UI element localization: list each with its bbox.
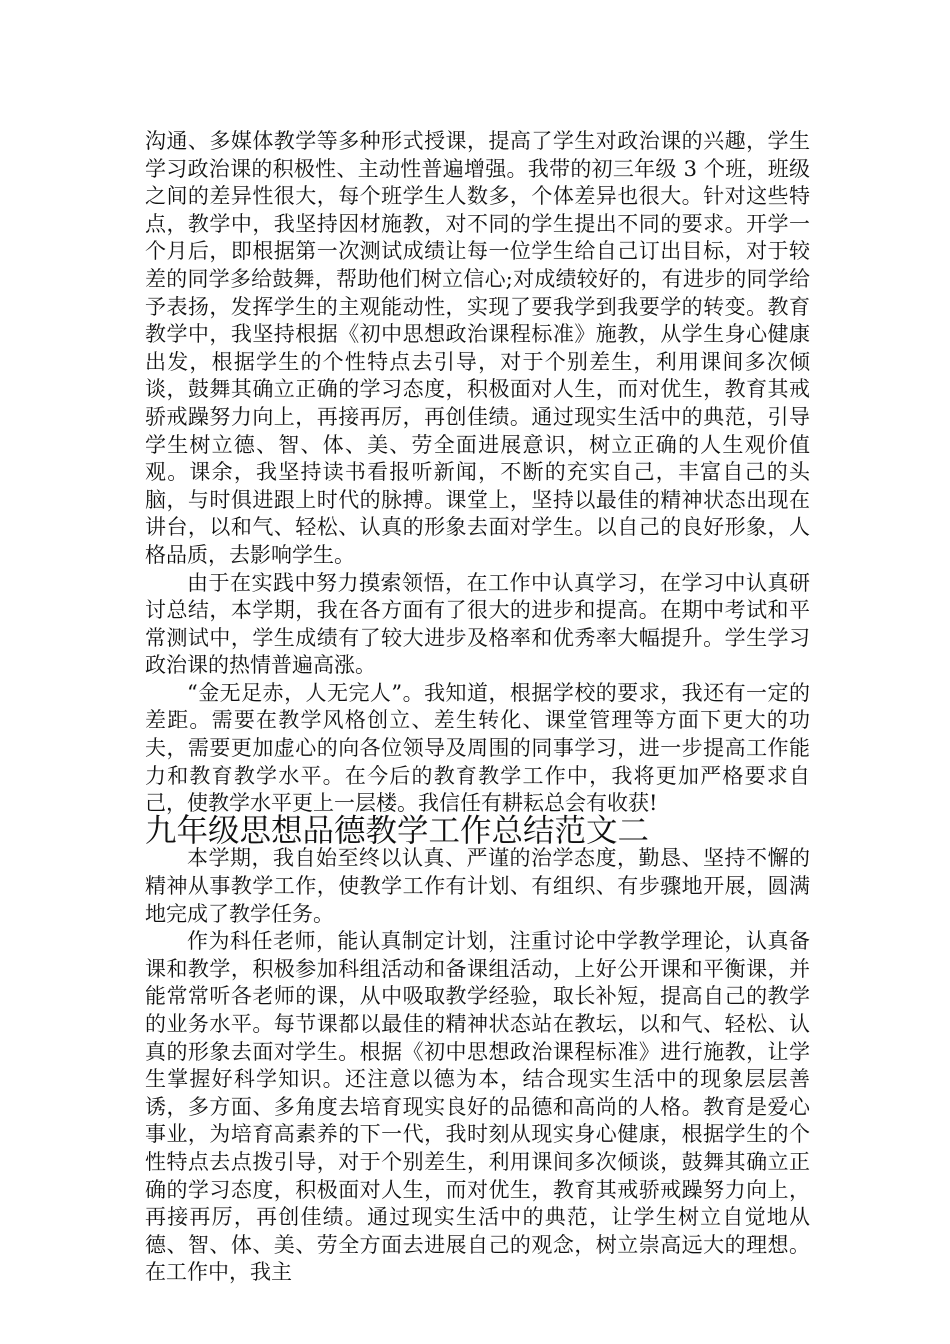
paragraph-shortcomings: “金无足赤，人无完人”。我知道，根据学校的要求，我还有一定的差距。需要在教学风格创立、差生转化、课堂管理等方面下更大的功夫，需要更加虚心的向各位领导及周围的同事学习，进一步提高工作能力和教育教学水平。在今后的教育教学工作中，我将更加严格要求自己，使教学水平更上一层楼。我信任有耕耘总会有收获! bbox=[145, 680, 810, 816]
paragraph-continued: 沟通、多媒体教学等多种形式授课，提高了学生对政治课的兴趣，学生学习政治课的积极性、主动性普遍增强。我带的初三年级 3 个班，班级之间的差异性很大，每个班学生人数多，个体差异也很大。针对这些特点，教学中，我坚持因材施教，对不同的学生提出不同的要求。开学一个月后，即根据第一次测试成绩让每一位学生给自己订出目标，对于较差的同学多给鼓舞，帮助他们树立信心;对成绩较好的，有进步的同学给予表扬，发挥学生的主观能动性，实现了要我学到我要学的转变。教育教学中，我坚持根据《初中思想政治课程标准》施教，从学生身心健康出发，根据学生的个性特点去引导，对于个别差生，利用课间多次倾谈，鼓舞其确立正确的学习态度，积极面对人生，而对优生，教育其戒骄戒躁努力向上，再接再厉，再创佳绩。通过现实生活中的典范，引导学生树立德、智、体、美、劳全面进展意识，树立正确的人生观价值观。课余，我坚持读书看报听新闻，不断的充实自己，丰富自己的头脑，与时俱进跟上时代的脉搏。课堂上，坚持以最佳的精神状态出现在讲台，以和气、轻松、认真的形象去面对学生。以自己的良好形象，人格品质，去影响学生。 bbox=[145, 129, 810, 567]
document-body bbox=[145, 128, 810, 1287]
section-heading: 九年级思想品德教学工作总结范文二 bbox=[145, 812, 650, 849]
paragraph-intro: 本学期，我自始至终以认真、严谨的治学态度，勤恳、坚持不懈的精神从事教学工作，使教学工作有计划、有组织、有步骤地开展，圆满地完成了教学任务。 bbox=[145, 846, 810, 926]
paragraph-progress: 由于在实践中努力摸索领悟，在工作中认真学习，在学习中认真研讨总结，本学期，我在各方面有了很大的进步和提高。在期中考试和平常测试中，学生成绩有了较大进步及格率和优秀率大幅提升。学生学习政治课的热情普遍高涨。 bbox=[145, 570, 810, 678]
paragraph-teacher-role: 作为科任老师，能认真制定计划，注重讨论中学教学理论，认真备课和教学，积极参加科组活动和备课组活动，上好公开课和平衡课，并能常常听各老师的课，从中吸取教学经验，取长补短，提高自己的教学的业务水平。每节课都以最佳的精神状态站在教坛，以和气、轻松、认真的形象去面对学生。根据《初中思想政治课程标准》进行施教，让学生掌握好科学知识。还注意以德为本，结合现实生活中的现象层层善诱，多方面、多角度去培育现实良好的品德和高尚的人格。教育是爱心事业，为培育高素养的下一代，我时刻从现实身心健康，根据学生的个性特点去点拨引导，对于个别差生，利用课间多次倾谈，鼓舞其确立正确的学习态度，积极面对人生，而对优生，教育其戒骄戒躁努力向上，再接再厉，再创佳绩。通过现实生活中的典范，让学生树立自觉地从德、智、体、美、劳全方面去进展自己的观念，树立崇高远大的理想。在工作中，我主 bbox=[145, 929, 810, 1285]
